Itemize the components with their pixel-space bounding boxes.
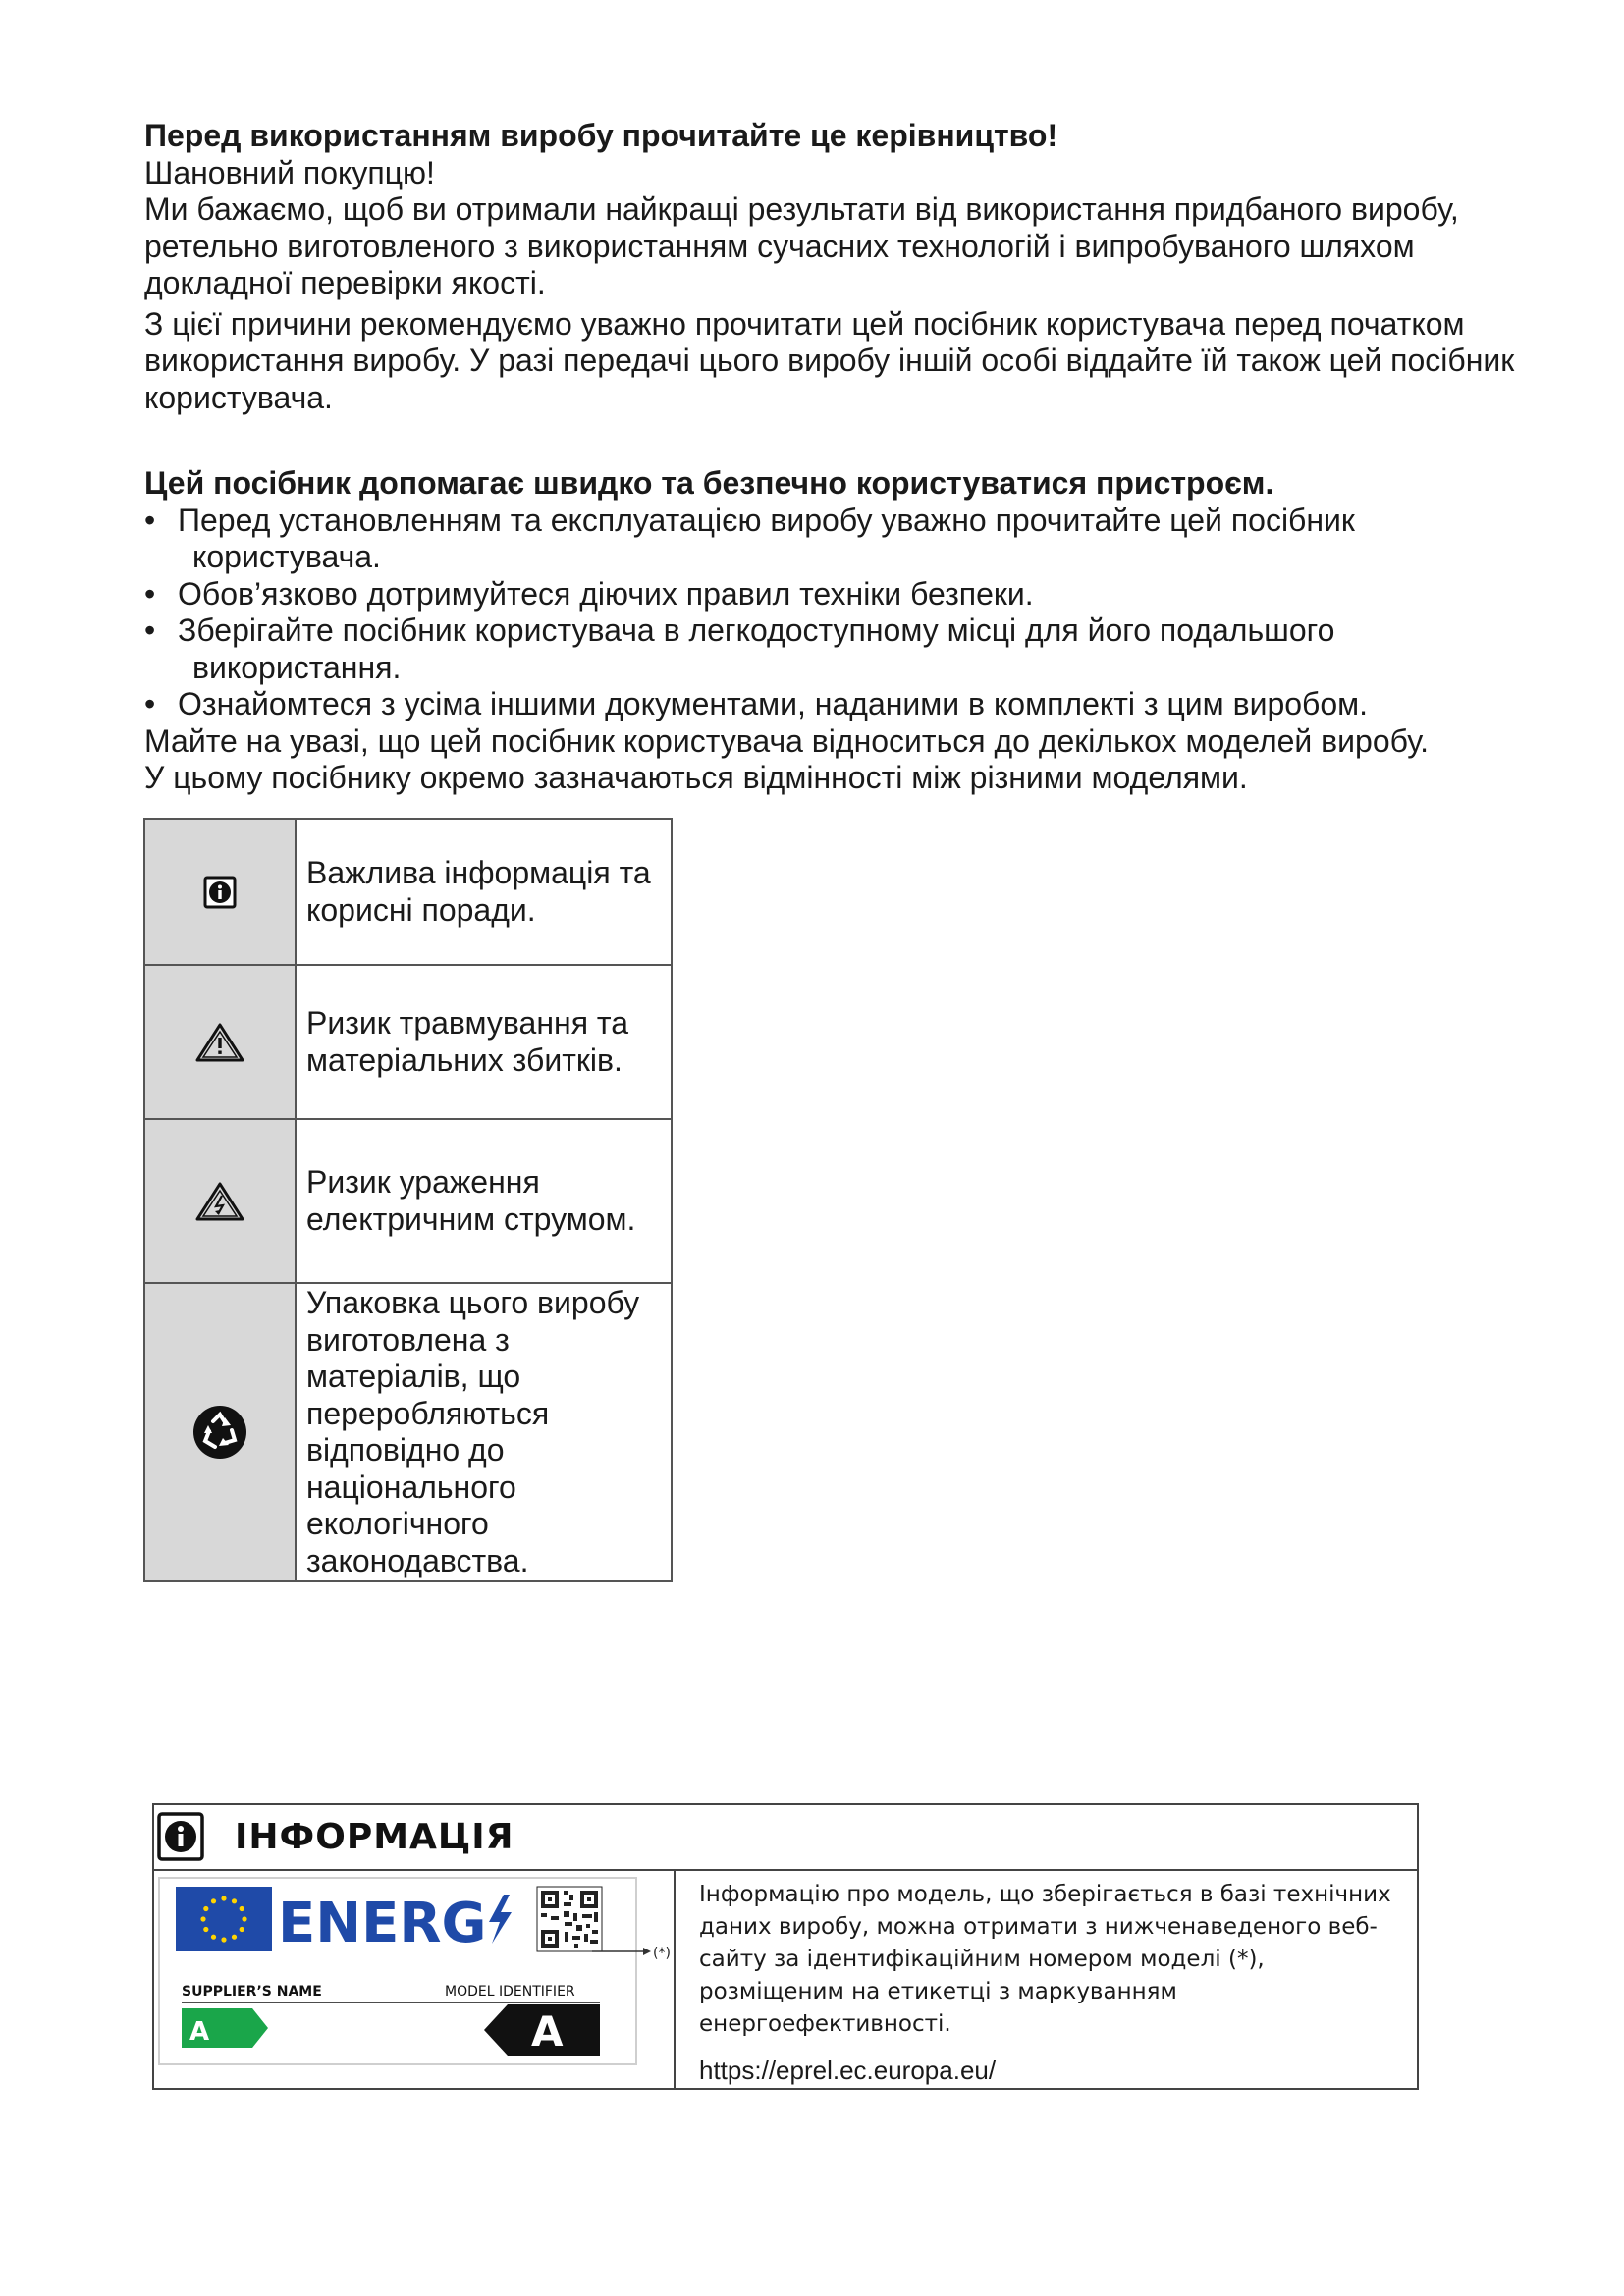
eu-flag-icon xyxy=(176,1887,272,1951)
table-row xyxy=(144,1119,672,1283)
symbol-description: Ризик травмування та матеріальних збитків. xyxy=(296,965,672,1119)
table-row xyxy=(144,819,672,965)
symbol-description: Важлива інформація та корисні поради. xyxy=(296,819,672,965)
bullet-text: Ознайомтеся з усіма іншими документами, наданими в комплекті з цим виробом. xyxy=(178,686,1369,721)
efficiency-class-green-arrow xyxy=(182,2008,268,2048)
list-item xyxy=(144,613,1539,686)
information-title: ІНФОРМАЦІЯ xyxy=(235,1817,514,1857)
callout-marker: (*) xyxy=(653,1946,671,1961)
bullet-text: Зберігайте посібник користувача в легкодоступному місці для його подальшого xyxy=(178,613,1335,648)
info-icon xyxy=(203,876,237,909)
models-note-1: Майте на увазі, що цей посібник користувача відноситься до декількох моделей виробу. xyxy=(144,722,1429,759)
list-item xyxy=(144,576,1539,614)
efficiency-class-right: A xyxy=(531,2007,564,2056)
guide-heading: Цей посібник допомагає швидко та безпечно користуватися пристроєм. xyxy=(144,465,1274,501)
energy-label-title: ENERG xyxy=(278,1892,487,1955)
bullet-icon: • xyxy=(144,613,156,648)
symbol-cell xyxy=(144,1119,296,1283)
bullet-icon: • xyxy=(144,686,156,721)
intro-paragraph-1: Ми бажаємо, щоб ви отримали найкращі результати від використання придбаного виробу, ретельно виготовленого з використанням сучасних технологій і випробуваного шляхом докладної перевірки якості. xyxy=(144,191,1459,300)
bullet-text: Перед установленням та експлуатацією виробу уважно прочитайте цей посібник xyxy=(178,502,1355,538)
energy-label xyxy=(158,1877,637,2065)
bullet-icon: • xyxy=(144,502,156,538)
energy-label-panel xyxy=(154,1871,676,2090)
guide-bullet-list xyxy=(144,503,1539,723)
information-text-panel xyxy=(699,1879,1406,2087)
symbols-table xyxy=(143,818,673,1582)
list-item xyxy=(144,686,1539,723)
electric-shock-icon xyxy=(194,1181,245,1222)
intro-section xyxy=(144,118,1539,797)
info-icon xyxy=(157,1812,204,1861)
information-text: Інформацію про модель, що зберігається в базі технічних даних виробу, можна отримати з нижченаведеного веб-сайту за ідентифікаційним номером моделі (*), розміщеним на етикетці з маркуванням енергоефективності. xyxy=(699,1882,1391,2037)
eprel-link[interactable]: https://eprel.ec.europa.eu/ xyxy=(699,2056,997,2085)
list-item xyxy=(144,503,1539,576)
supplier-name-label: SUPPLIER’S NAME xyxy=(182,1984,322,2000)
table-row xyxy=(144,965,672,1119)
model-identifier-label: MODEL IDENTIFIER xyxy=(445,1984,575,2000)
table-row xyxy=(144,1283,672,1581)
bullet-text-continued: використання. xyxy=(192,649,402,685)
warning-icon xyxy=(194,1022,245,1063)
recycle-icon xyxy=(191,1404,248,1461)
lightning-icon xyxy=(489,1895,512,1944)
symbol-cell xyxy=(144,819,296,965)
symbol-description: Ризик ураження електричним струмом. xyxy=(296,1119,672,1283)
intro-heading: Перед використанням виробу прочитайте це керівництво! xyxy=(144,118,1058,153)
efficiency-class-left: A xyxy=(189,2017,210,2047)
bullet-text: Обов’язково дотримуйтеся діючих правил техніки безпеки. xyxy=(178,575,1034,612)
information-box xyxy=(152,1803,1419,2090)
symbol-cell xyxy=(144,1283,296,1581)
bullet-icon: • xyxy=(144,575,156,612)
information-header xyxy=(154,1805,1417,1871)
energy-label-graphic xyxy=(160,1879,635,2063)
symbol-cell xyxy=(144,965,296,1119)
bullet-text-continued: користувача. xyxy=(192,539,381,574)
models-note-2: У цьому посібнику окремо зазначаються відмінності між різними моделями. xyxy=(144,760,1248,795)
model-identifier-callout-arrow xyxy=(592,1942,680,1981)
efficiency-class-black-arrow xyxy=(484,2004,600,2056)
intro-paragraph-2: З цієї причини рекомендуємо уважно прочитати цей посібник користувача перед початком використання виробу. У разі передачі цього виробу іншій особі віддайте їй також цей посібник користувача. xyxy=(144,305,1515,415)
symbol-description: Упаковка цього виробу виготовлена з матеріалів, що переробляються відповідно до національного екологічного законодавства. xyxy=(296,1283,672,1581)
greeting: Шановний покупцю! xyxy=(144,154,435,190)
